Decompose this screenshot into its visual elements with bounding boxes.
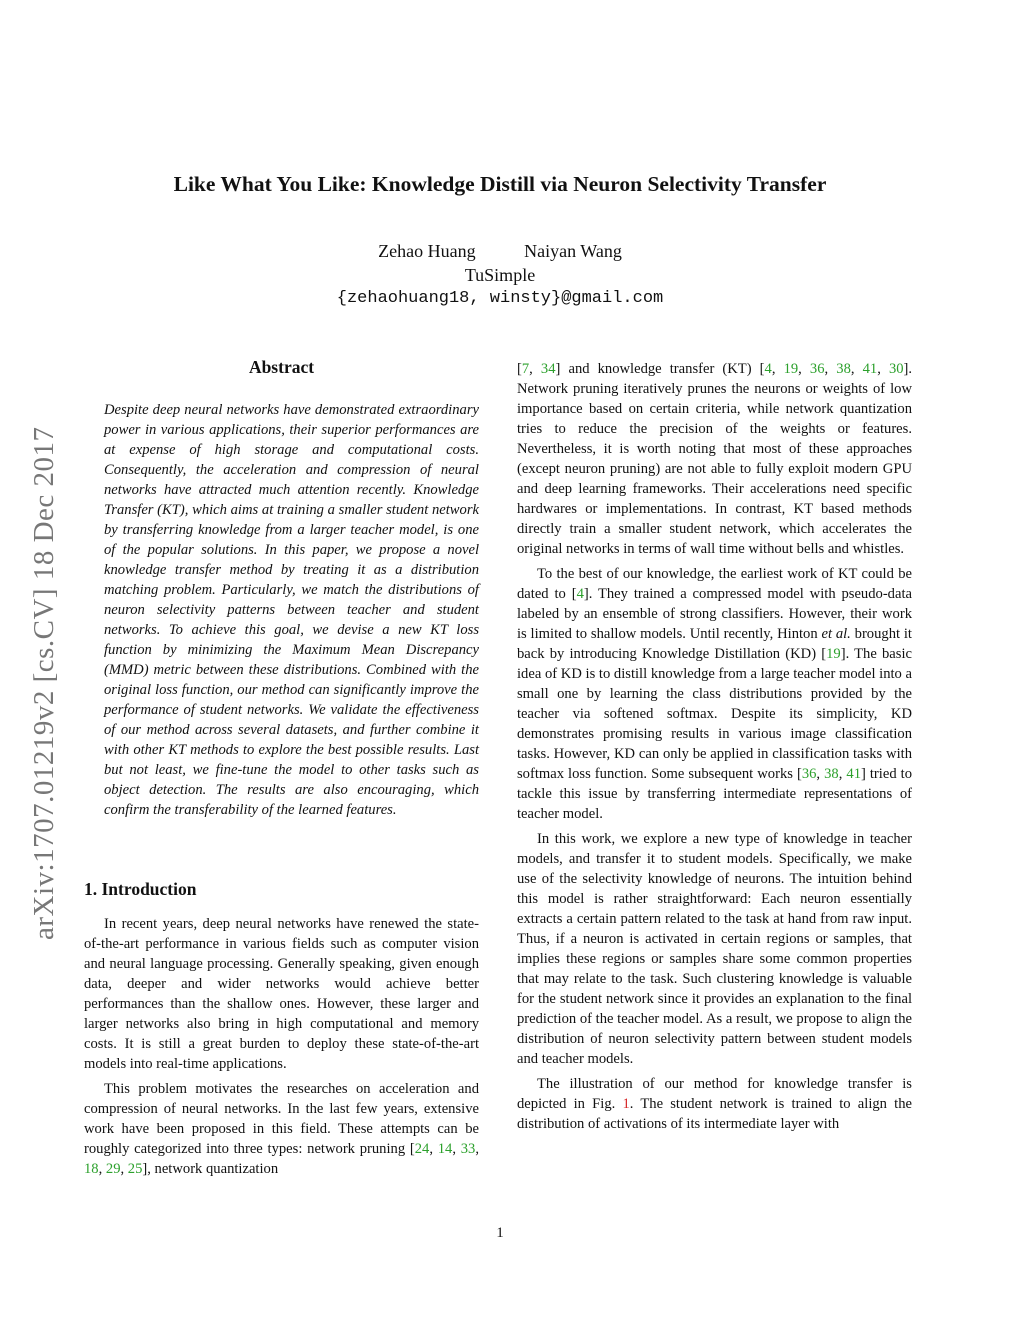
intro-paragraph-2-cont: [7, 34] and knowledge transfer (KT) [4, 19, 36, 38, 41, 30]. Network pruning iteratively prunes the neurons or weights of low importance based on certain criteria, while network quantization tries to reduce the precision of the weights or features. Nevertheless, it is worth noting that most of these approaches (except neuron pruning) are not able to fully exploit modern GPU and deep learning frameworks. Their accelerations need specific hardwares or implementations. In contrast, KT based methods directly train a smaller student network, which accelerates the original networks in terms of wall time without bells and whistles.: [517, 361, 913, 557]
citation-link[interactable]: 33: [460, 1141, 476, 1157]
citation-link[interactable]: 34: [540, 361, 556, 377]
citation-link[interactable]: 41: [862, 361, 878, 377]
abstract-text: Despite deep neural networks have demonstrated extraordinary power in various applications, their superior performances are at expense of high storage and computational costs. Consequently, the acceleration and compression of neural networks have attracted much attention recently. Knowledge Transfer (KT), which aims at training a smaller student network by transferring knowledge from a larger teacher model, is one of the popular solutions. In this paper, we propose a novel knowledge transfer method by treating it as a distribution matching problem. Particularly, we match the distributions of neuron selectivity patterns between teacher and student networks. To achieve this goal, we devise a new KT loss function by minimizing the Maximum Mean Discrepancy (MMD) metric between these distributions. Combined with the original loss function, our method can significantly improve the performance of student networks. We validate the effectiveness of our method across several datasets, and further combine it with other KT methods to explore the best possible results. Last but not least, we fine-tune the model to other tasks such as object detection. The results are also encouraging, which confirm the transferability of the learned features.: [104, 402, 479, 818]
citation-link[interactable]: 36: [809, 361, 825, 377]
citation-link[interactable]: 36: [801, 766, 817, 782]
citation-link[interactable]: 4: [576, 586, 584, 602]
citation-link[interactable]: 19: [826, 646, 841, 662]
citation-link[interactable]: 7: [521, 361, 530, 377]
citation-link[interactable]: 30: [888, 361, 904, 377]
section-heading-introduction: 1. Introduction: [84, 879, 197, 899]
intro-paragraph-2: This problem motivates the researches on acceleration and compression of neural networks. In the last few years, extensive work have been proposed in this field. These attempts can be roughly categorized into three types: network pruning [24, 14, 33, 18, 29, 25], network quantization: [84, 1081, 479, 1177]
citation-link[interactable]: 4: [764, 361, 772, 377]
intro-paragraph-4: In this work, we explore a new type of knowledge in teacher models, and transfer it to student models. Specifically, we make use of the selectivity knowledge of neurons. The intuition behind this model is rather straightforward: Each neuron essentially extracts a certain pattern related to the task at hand from raw input. Thus, if a neuron is activated in certain regions or samples, that implies these regions or samples share some common properties that may relate to the task. Such clustering knowledge is valuable for the student network since it provides an explanation to the final prediction of the teacher model. As a result, we propose to align the distribution of neuron selectivity pattern between student models and teacher models.: [517, 831, 912, 1067]
citation-link[interactable]: 14: [437, 1141, 453, 1157]
citation-link[interactable]: 18: [84, 1161, 99, 1177]
figure-link[interactable]: 1: [622, 1096, 630, 1112]
citation-link[interactable]: 38: [824, 766, 839, 782]
author-email: {zehaohuang18, winsty}@gmail.com: [336, 289, 664, 308]
introduction-right-column: [517, 359, 912, 1139]
page-number: 1: [496, 1225, 504, 1241]
intro-paragraph-1: In recent years, deep neural networks have renewed the state-of-the-art performance in various fields such as computer vision and neural language processing. Generally speaking, given enough data, deeper and wider networks would achieve better performances than the shallow ones. However, these larger and larger networks also bring in high computational and memory costs. It is still a great burden to deploy these state-of-the-art models into real-time applications.: [84, 916, 479, 1072]
author-list: [0, 241, 1000, 262]
citation-link[interactable]: 24: [414, 1141, 430, 1157]
intro-paragraph-5: The illustration of our method for knowledge transfer is depicted in Fig. 1. The student network is trained to align the distribution of activations of its intermediate layer with: [517, 1076, 912, 1132]
paper-title: Like What You Like: Knowledge Distill via Neuron Selectivity Transfer: [173, 172, 827, 196]
citation-link[interactable]: 41: [846, 766, 861, 782]
arxiv-stamp: arXiv:1707.01219v2 [cs.CV] 18 Dec 2017: [28, 426, 60, 940]
affiliation: TuSimple: [464, 265, 536, 285]
author-name: Naiyan Wang: [524, 241, 622, 261]
abstract-body: [104, 400, 479, 825]
author-name: Zehao Huang: [378, 241, 476, 261]
citation-link[interactable]: 29: [105, 1161, 121, 1177]
abstract-heading: Abstract: [248, 357, 315, 377]
introduction-left-column: [84, 914, 479, 1184]
citation-link[interactable]: 38: [836, 361, 851, 377]
citation-link[interactable]: 19: [783, 361, 799, 377]
intro-paragraph-3: To the best of our knowledge, the earliest work of KT could be dated to [4]. They trained a compressed model with pseudo-data labeled by an ensemble of strong classifiers. However, their work is limited to shallow models. Until recently, Hinton et al. brought it back by introducing Knowledge Distillation (KD) [19]. The basic idea of KD is to distill knowledge from a large teacher model into a small one by learning the class distributions provided by the teacher via softened softmax. Despite its simplicity, KD demonstrates promising results in various image classification tasks. However, KD can only be applied in classification tasks with softmax loss function. Some subsequent works [36, 38, 41] tried to tackle this issue by transferring intermediate representations of teacher model.: [517, 566, 913, 822]
citation-link[interactable]: 25: [127, 1161, 143, 1177]
